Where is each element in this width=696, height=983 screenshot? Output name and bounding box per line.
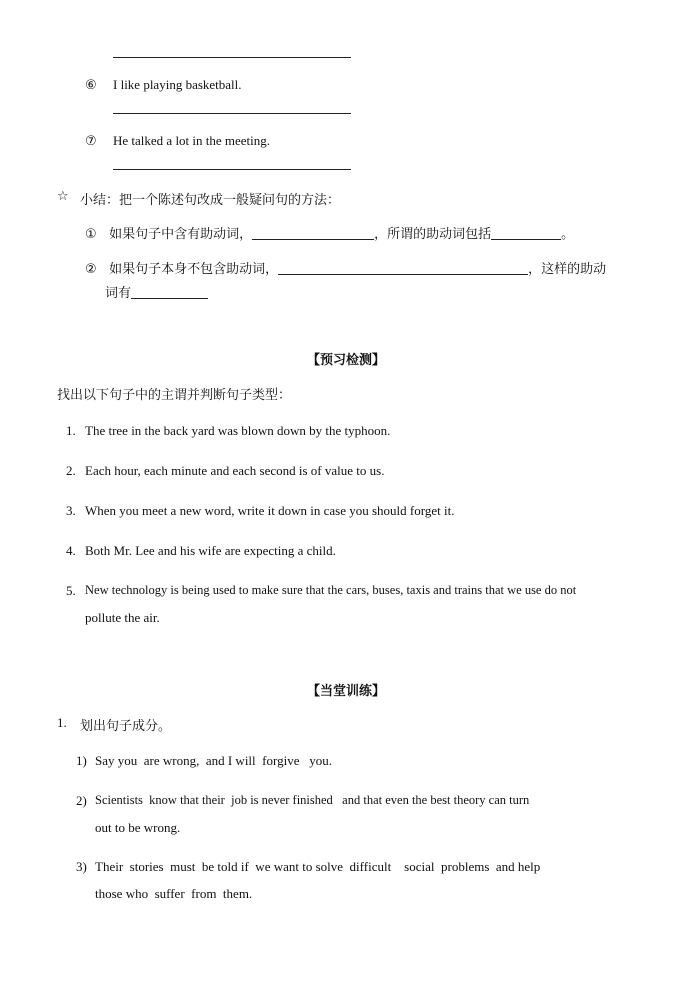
sentence-number: 1) (76, 753, 87, 768)
point-text: 如果句子中含有助动词， (109, 227, 253, 242)
point-text: 。 (561, 227, 575, 242)
point-number: ① (85, 227, 97, 242)
answer-line[interactable] (113, 169, 351, 170)
list-item-number: 3. (66, 503, 76, 518)
section-heading: 【预习检测】 (307, 353, 386, 368)
sentence-text: Their stories must be told if we want to solve difficult social problems and help (95, 859, 541, 874)
point-number: ② (85, 262, 97, 277)
answer-line[interactable] (113, 57, 351, 58)
answer-line[interactable] (113, 113, 351, 114)
list-item-text: When you meet a new word, write it down in case you should forget it. (85, 503, 455, 518)
list-item-number: 2. (66, 463, 76, 478)
blank-line[interactable] (131, 284, 208, 299)
list-item-number: 5. (66, 583, 76, 598)
exercise-item-text: I like playing basketball. (113, 77, 242, 92)
point-text: ，这样的助动 (528, 262, 607, 277)
point-text: 如果句子本身不包含助动词， (109, 262, 279, 277)
sentence-number: 3) (76, 859, 87, 874)
exercise-item-text: He talked a lot in the meeting. (113, 133, 271, 148)
list-item-text: New technology is being used to make sure that the cars, buses, taxis and trains that we use do not (85, 583, 577, 597)
summary-point-2-cont (105, 282, 208, 301)
list-item-text: Both Mr. Lee and his wife are expecting a child. (85, 543, 336, 558)
blank-line[interactable] (252, 225, 374, 240)
section-instruction: 找出以下句子中的主谓并判断句子类型： (57, 388, 292, 403)
sentence-text-cont: out to be wrong. (95, 820, 181, 835)
exercise-item-number: ⑦ (85, 133, 97, 148)
blank-line[interactable] (491, 225, 561, 240)
list-item-text: Each hour, each minute and each second is of value to us. (85, 463, 385, 478)
list-item-number: 4. (66, 543, 76, 558)
sentence-text: Say you are wrong, and I will forgive you. (95, 753, 332, 768)
summary-title: 小结：把一个陈述句改成一般疑问句的方法： (80, 193, 341, 208)
point-text: ，所谓的助动词包括 (374, 227, 492, 242)
sentence-text-cont: those who suffer from them. (95, 886, 253, 901)
summary-point-1 (85, 223, 574, 242)
exercise-item-number: ⑥ (85, 77, 97, 92)
summary-point-2 (85, 258, 606, 277)
section-heading: 【当堂训练】 (307, 684, 386, 699)
blank-line[interactable] (278, 260, 528, 275)
list-item-text-cont: pollute the air. (85, 610, 160, 625)
task-text: 划出句子成分。 (80, 719, 172, 734)
task-number: 1. (57, 715, 67, 730)
star-icon: ☆ (57, 189, 69, 204)
point-text: 词有 (105, 286, 132, 301)
sentence-number: 2) (76, 793, 87, 808)
list-item-text: The tree in the back yard was blown down by the typhoon. (85, 423, 391, 438)
sentence-text: Scientists know that their job is never finished and that even the best theory can turn (95, 793, 530, 807)
list-item-number: 1. (66, 423, 76, 438)
